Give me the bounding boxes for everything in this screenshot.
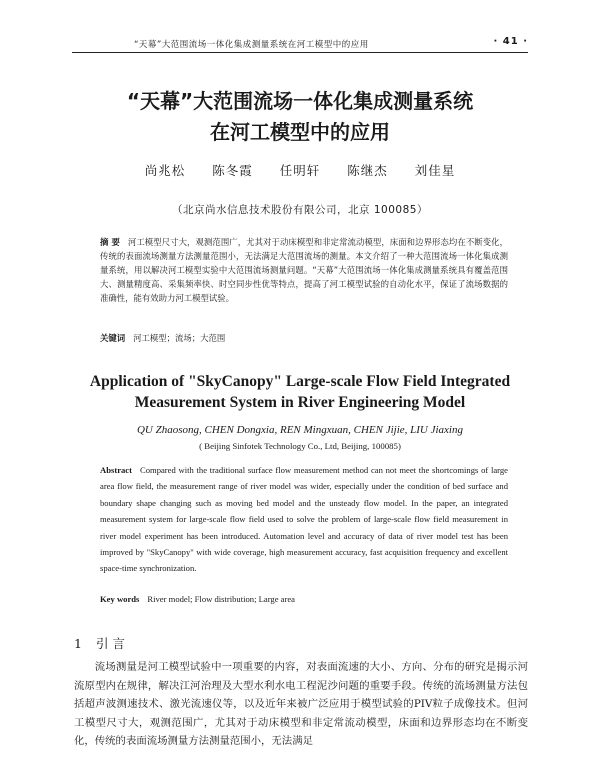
keywords-en-label: Key words bbox=[100, 594, 140, 604]
keywords-en-text: River model; Flow distribution; Large area bbox=[147, 594, 295, 604]
keywords-cn-text: 河工模型；流场；大范围 bbox=[133, 333, 226, 343]
section-number: 1 bbox=[74, 636, 82, 651]
abstract-cn-text: 河工模型尺寸大，观测范围广，尤其对于动床模型和非定常流动模型，床面和边界形态均在不断变化，传统的表面流场测量方法测量范围小，无法满足大范围流场的测量。本文介绍了一种大范围流场一体化集成测量系统，用以解决河工模型实验中大范围流场测量问题。“天幕”大范围流场一体化集成测量系统具有覆盖范围大、测量精度高、采集频率快、时空同步性优等特点，提高了河工模型试验的自动化水平，保证了流场数据的准确性，能有效助力河工模型试验。 bbox=[100, 237, 508, 303]
title-en-line1: Application of "SkyCanopy" Large-scale Flow Field Integrated bbox=[89, 373, 511, 390]
abstract-cn-label: 摘 要 bbox=[100, 237, 120, 247]
author-cn: 陈继杰 bbox=[347, 163, 388, 178]
keywords-en bbox=[100, 594, 508, 604]
author-cn: 陈冬霞 bbox=[212, 163, 253, 178]
page-number: · 41 · bbox=[493, 36, 528, 47]
author-cn: 任明轩 bbox=[279, 163, 321, 178]
abstract-cn bbox=[100, 236, 508, 306]
page-title-en bbox=[0, 371, 600, 413]
affiliation-cn: （北京尚水信息技术股份有限公司，北京 100085） bbox=[172, 204, 428, 216]
section-heading bbox=[74, 634, 139, 652]
title-cn-line2: 在河工模型中的应用 bbox=[210, 120, 390, 144]
running-title: “天幕”大范围流场一体化集成测量系统在河工模型中的应用 bbox=[134, 40, 369, 50]
authors-cn bbox=[0, 161, 600, 179]
affiliation-en: ( Beijing Sinfotek Technology Co., Ltd, Beijing, 100085) bbox=[199, 441, 401, 451]
section-paragraph: 流场测量是河工模型试验中一项重要的内容，对表面流速的大小、方向、分布的研究是揭示河流原型内在规律，解决江河治理及大型水利水电工程泥沙问题的重要手段。传统的流场测量方法包括超声波测速技术、激光流速仪等，以及近年来被广泛应用于模型试验的PIV粒子成像技术。但河工模型尺寸大，观测范围广，尤其对于动床模型和非定常流动模型，床面和边界形态均在不断变化，传统的表面流场测量方法测量范围小，无法满足 bbox=[74, 661, 528, 748]
abstract-en bbox=[100, 462, 508, 577]
authors-en: QU Zhaosong, CHEN Dongxia, REN Mingxuan, CHEN Jijie, LIU Jiaxing bbox=[136, 424, 463, 436]
keywords-cn-label: 关键词 bbox=[100, 333, 126, 343]
abstract-en-label: Abstract bbox=[100, 465, 132, 475]
section-title: 引 言 bbox=[95, 636, 125, 651]
title-cn-line1: “天幕”大范围流场一体化集成测量系统 bbox=[126, 89, 474, 113]
author-cn: 尚兆松 bbox=[144, 163, 186, 178]
page-title-cn bbox=[0, 86, 600, 148]
abstract-en-text: Compared with the traditional surface flow measurement method can not meet the shortcomings of large area flow field, the measurement range of river model was wider, especially under the condition of bed surface and boundary shape changing such as moving bed model and the unsteady flow model. In the paper, an integrated measurement system for large-scale flow field used to solve the problem of large-scale flow field measurement in river model experiment has been introduced. Automation level and accuracy of data of river model test has been improved by "SkyCanopy" with wide coverage, high measurement accuracy, fast acquisition frequency and excellent space-time synchronization. bbox=[100, 465, 508, 574]
keywords-cn bbox=[100, 332, 508, 346]
title-en-line2: Measurement System in River Engineering Model bbox=[134, 394, 466, 411]
author-cn: 刘佳星 bbox=[414, 163, 456, 178]
running-header bbox=[72, 36, 528, 53]
